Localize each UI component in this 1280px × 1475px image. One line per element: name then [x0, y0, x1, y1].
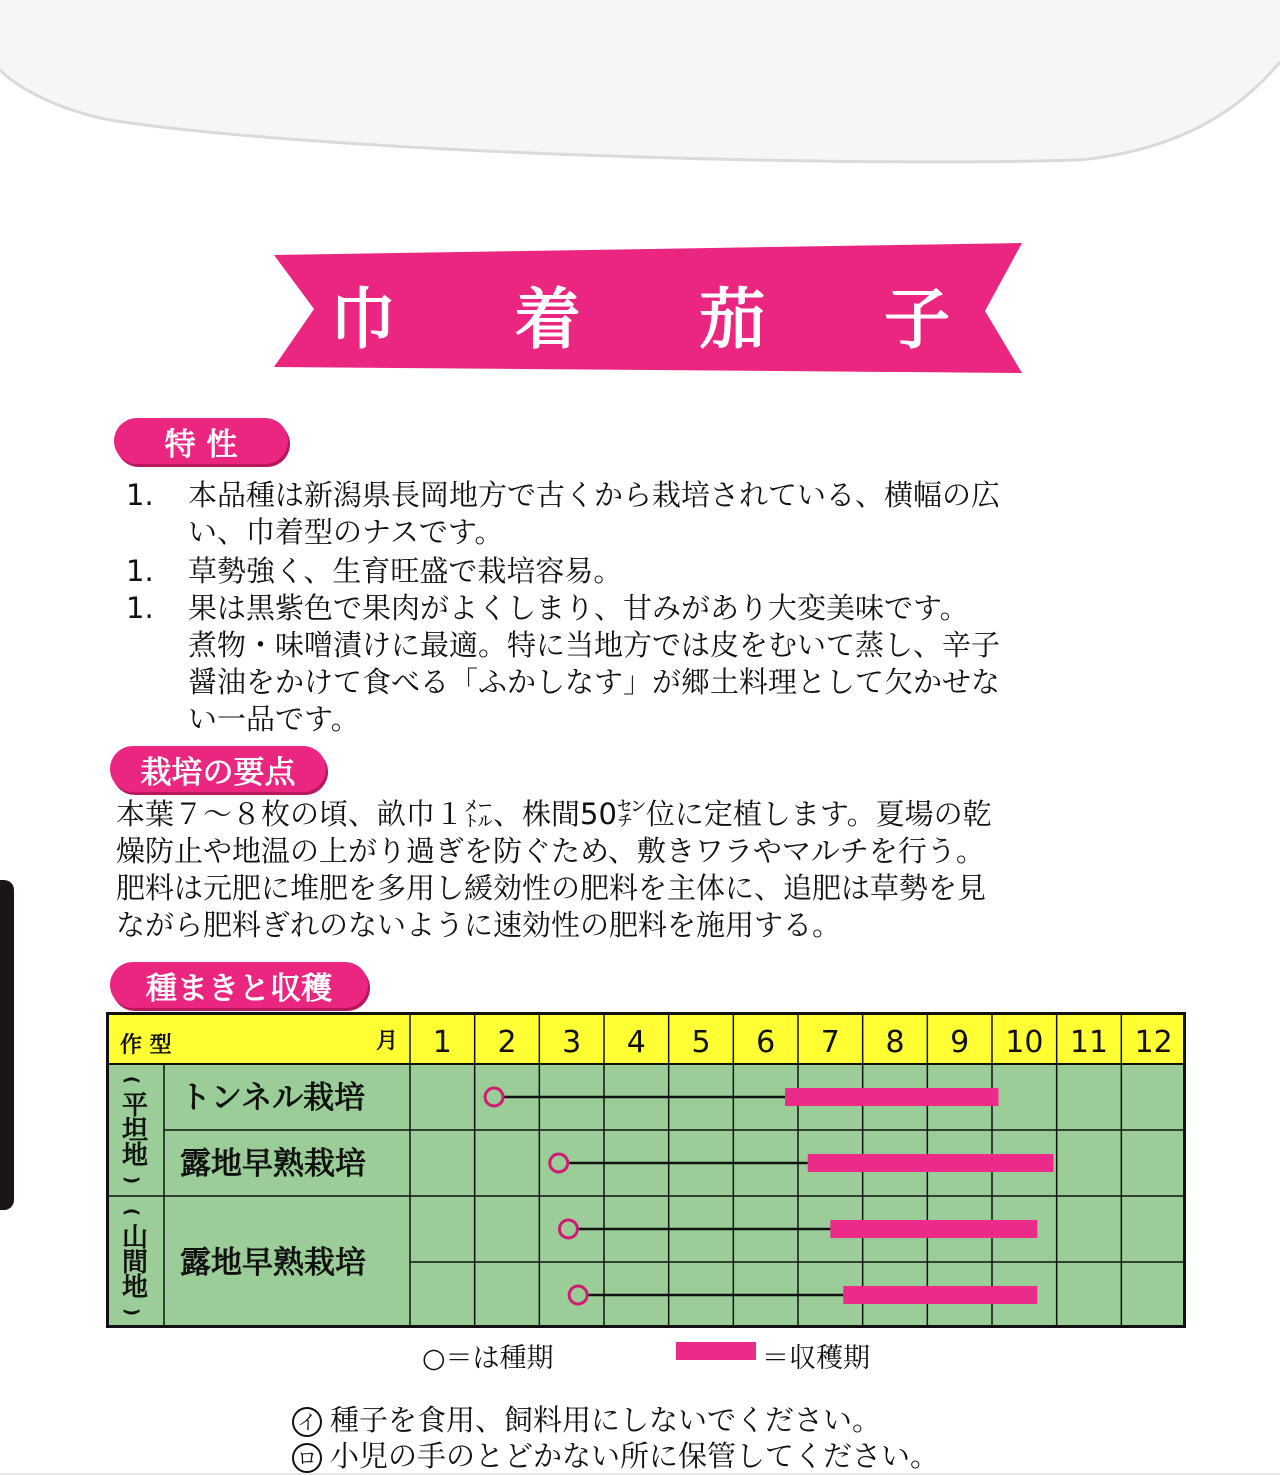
header-month-label: 月 [376, 1029, 399, 1054]
note-line [292, 1434, 939, 1475]
harvest-bar [830, 1220, 1037, 1238]
group-label-char: ( [121, 1207, 142, 1217]
title-char: 着 [514, 280, 581, 358]
month-label: 11 [1069, 1025, 1109, 1060]
title-char: 茄 [699, 280, 766, 358]
note-mark: ロ [292, 1443, 322, 1473]
feature-line: 果は黒紫色で果肉がよくしまり、甘みがあり大変美味です。 [188, 591, 969, 625]
group-label-char: ) [121, 1307, 142, 1317]
feature-line: い一品です。 [188, 702, 360, 736]
group-label-char: 平 [121, 1091, 149, 1121]
schedule-heading: 種まきと収穫 [110, 962, 368, 1008]
sowing-marker [485, 1088, 503, 1106]
legend-sow: ○＝は種期 [422, 1343, 554, 1374]
month-label: 2 [497, 1025, 517, 1060]
harvest-bar [808, 1154, 1054, 1172]
cultivation-heading: 栽培の要点 [110, 746, 326, 792]
feature-line: 草勢強く、生育旺盛で栽培容易。 [188, 554, 623, 588]
page-title [330, 268, 950, 358]
title-char: 子 [883, 280, 950, 358]
month-label: 7 [820, 1025, 840, 1060]
bullet-number: 1. [126, 478, 154, 512]
sowing-marker [569, 1286, 587, 1304]
sowing-marker [550, 1154, 568, 1172]
row-label: 露地早熟栽培 [180, 1146, 366, 1182]
harvest-bar [843, 1286, 1037, 1304]
note-mark: イ [292, 1407, 322, 1437]
feature-line: 醤油をかけて食べる「ふかしなす」が郷土料理として欠かせな [188, 665, 1001, 699]
title-char: 巾 [330, 280, 396, 358]
month-label: 8 [885, 1025, 905, 1060]
group-label-char: 地 [121, 1141, 149, 1171]
group-label-char: ( [121, 1075, 142, 1085]
sowing-marker [559, 1220, 577, 1238]
legend-harvest-bar [676, 1340, 756, 1362]
features-heading: 特 性 [114, 418, 288, 464]
feature-line: 本品種は新潟県長岡地方で古くから栽培されている、横幅の広 [188, 478, 1001, 512]
group-label-char: ) [121, 1175, 142, 1185]
note-line [292, 1398, 881, 1439]
cultivation-line: 肥料は元肥に堆肥を多用し緩効性の肥料を主体に、追肥は草勢を見 [116, 871, 987, 905]
row-label: トンネル栽培 [180, 1080, 366, 1116]
bullet-number: 1. [126, 554, 154, 588]
feature-line: い、巾着型のナスです。 [188, 515, 504, 549]
packet-edge-shadow [0, 880, 14, 1210]
cultivation-line: 本葉７～８枚の頃、畝巾１㍍、株間50㌢位に定植します。夏場の乾 [116, 797, 992, 831]
row-label: 露地早熟栽培 [180, 1245, 366, 1281]
feature-line: 煮物・味噌漬けに最適。特に当地方では皮をむいて蒸し、辛子 [188, 628, 1001, 662]
bullet-number: 1. [126, 591, 154, 625]
note-text: 種子を食用、飼料用にしないでください。 [330, 1403, 882, 1437]
legend-harvest: ＝収穫期 [762, 1343, 870, 1374]
group-label-char: 間 [121, 1248, 149, 1278]
month-label: 9 [950, 1025, 970, 1060]
envelope-flap [0, 0, 1280, 175]
month-label: 10 [1005, 1025, 1044, 1060]
month-label: 3 [562, 1025, 582, 1060]
cultivation-line: 燥防止や地温の上がり過ぎを防ぐため、敷きワラやマルチを行う。 [116, 834, 985, 868]
month-label: 5 [691, 1025, 711, 1060]
month-label: 12 [1134, 1025, 1173, 1060]
row-labels [180, 1080, 366, 1281]
note-text: 小児の手のとどかない所に保管してください。 [330, 1439, 940, 1473]
harvest-bar [785, 1088, 998, 1106]
group-label-char: 坦 [121, 1116, 149, 1146]
month-label: 6 [756, 1025, 776, 1060]
group-label-char: 山 [121, 1223, 149, 1253]
group-label-char: 地 [121, 1273, 149, 1303]
planting-calendar-chart [106, 1012, 1186, 1328]
cultivation-line: ながら肥料ぎれのないように速効性の肥料を施用する。 [116, 908, 842, 942]
month-label: 4 [626, 1025, 646, 1060]
month-label: 1 [432, 1025, 452, 1060]
header-type-label: 作 型 [120, 1033, 172, 1058]
